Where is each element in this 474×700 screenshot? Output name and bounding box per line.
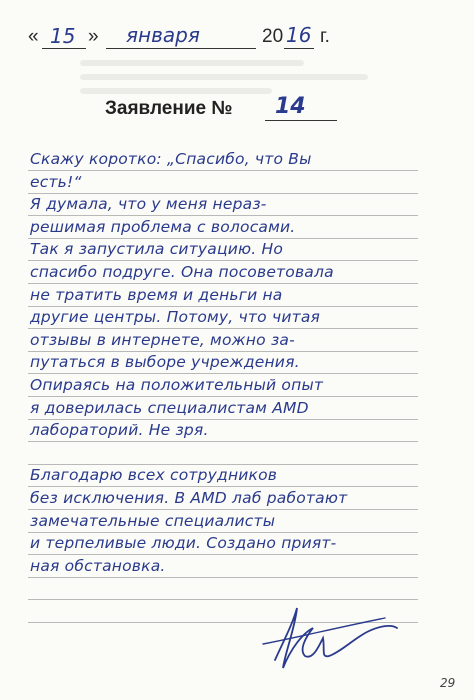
- text-line: есть!“: [30, 172, 82, 191]
- date-year-prefix: 20: [262, 26, 284, 47]
- signature: [255, 598, 405, 678]
- statement-number: 14: [275, 94, 306, 119]
- text-line: лабораторий. Не зря.: [30, 421, 209, 440]
- text-line: замечательные специалисты: [30, 511, 276, 530]
- page-number: 29: [440, 676, 456, 690]
- text-line: другие центры. Потому, что читая: [30, 308, 321, 327]
- date-close-quote: »: [88, 26, 99, 47]
- date-year-unit: г.: [320, 26, 330, 47]
- statement-title: [105, 94, 355, 124]
- text-line: без исключения. В AMD лаб работают: [30, 489, 348, 507]
- text-line: ная обстановка.: [30, 556, 166, 575]
- text-line: и терпеливые люди. Создано прият-: [30, 534, 337, 553]
- text-line: Так я запустила ситуацию. Но: [30, 240, 284, 259]
- date-year-suffix: 16: [286, 23, 312, 47]
- text-line: спасибо подруге. Она посоветовала: [30, 263, 334, 281]
- date-day: 15: [50, 24, 76, 48]
- text-line: отзывы в интернете, можно за-: [30, 330, 295, 349]
- date-month: января: [126, 23, 200, 47]
- date-open-quote: «: [28, 26, 39, 47]
- text-line: не тратить время и деньги на: [30, 285, 283, 304]
- text-line: я доверилась специалистам AMD: [30, 398, 309, 417]
- text-line: [30, 444, 450, 466]
- text-line: Скажу коротко: „Спасибо, что Вы: [30, 150, 312, 168]
- date-row: [28, 23, 348, 52]
- text-line: путаться в выборе учреждения.: [30, 353, 300, 372]
- text-line: Я думала, что у меня нераз-: [30, 195, 267, 214]
- text-line: решимая проблема с волосами.: [30, 217, 296, 236]
- text-line: Благодарю всех сотрудников: [30, 466, 278, 485]
- statement-title-label: Заявление №: [105, 98, 233, 119]
- text-line: Опираясь на положительный опыт: [30, 376, 324, 394]
